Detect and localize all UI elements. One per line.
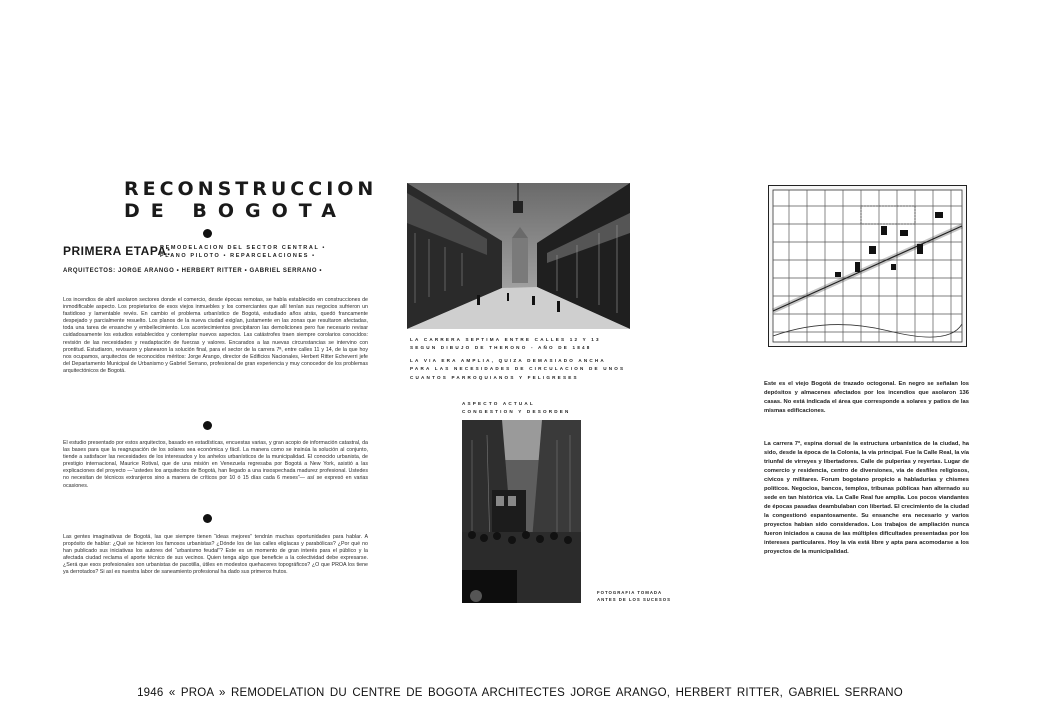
article-title-line1: RECONSTRUCCION bbox=[124, 178, 378, 200]
etapa-line1: REMODELACION DEL SECTOR CENTRAL • bbox=[160, 245, 326, 251]
bullet-separator bbox=[203, 421, 212, 430]
bullet-separator bbox=[203, 514, 212, 523]
bogota-street-map bbox=[768, 185, 967, 347]
caption-line: SEGUN DIBUJO DE THERONO - AÑO DE 1848 bbox=[410, 345, 592, 351]
footer-caption: 1946 « PROA » REMODELATION DU CENTRE DE BOGOTA ARCHITECTES JORGE ARANGO, HERBERT RITTER, GABRIEL SERRANO bbox=[137, 687, 903, 699]
architects-line: ARQUITECTOS: JORGE ARANGO • HERBERT RITTER • GABRIEL SERRANO • bbox=[63, 268, 323, 274]
paragraph-study: El estudio presentado por estos arquitectos, basado en estadísticas, encuestas varias, y gran acopio de información catastral, da las bases para que la reagrupación de los solares sea económica y fácil. La manera como se insinúa la solución al conjunto, tiende a satisfacer las necesidades de los interesados y los anhelos urbanísticos de la municipalidad. El conocido urbanista, de prestigio internacional, Maurice Rotival, que de una misión en Venezuela regresaba por Bogotá a New York, asistió a las explicaciones del proyecto —“ustedes los arquitectos de Bogotá, han llegado a una insospechada madurez profesional. Ustedes no necesitan de técnicos extranjeros sino a manera de críticos por 10 ó 15 días cada 6 meses”— así se expresó en varias ocasiones. bbox=[63, 440, 368, 489]
caption-photo-credit bbox=[597, 589, 671, 603]
etapa-line2: PLANO PILOTO • REPARCELACIONES • bbox=[160, 253, 316, 259]
map-caption: Este es el viejo Bogotá de trazado octogonal. En negro se señalan los depósitos y almacenes afectados por los incendios que asolaron 136 casas. No está indicada el área que corresponde a solares y patios de las mismas edificaciones. bbox=[764, 381, 969, 414]
caption-engraving bbox=[410, 336, 601, 353]
historic-street-engraving bbox=[407, 183, 630, 329]
caption-line: FOTOGRAFIA TOMADA bbox=[597, 590, 663, 595]
caption-line: CONGESTION Y DESORDEN bbox=[462, 409, 571, 415]
caption-line: CUANTOS PARROQUIANOS Y FELIGRESES bbox=[410, 374, 579, 380]
caption-line: LA CARRERA SEPTIMA ENTRE CALLES 12 Y 13 bbox=[410, 337, 601, 342]
paragraph-carrera-septima: La carrera 7ª, espina dorsal de la estructura urbanística de la ciudad, ha sido, desde la época de la Colonia, la vía principal. Fue la Calle Real, la vía triunfal de virreyes y libertadores. Calle de pulperías y reyertas. Lugar de comercio y residencia, centro de diversiones, vía de desfiles religiosos, cívicos y militares. Forum bogotano propicio a habladurías y chismes políticos. Negocios, bancos, templos, tribunas públicas han alternado su sede en tan histórica vía. La Calle Real fue amplia. Los pocos viandantes de épocas pasadas deambulaban con libertad. El crecimiento de la ciudad la congestionó espantosamente. Su ensanche era necesario y varios proyectos habían sido considerados. Los trabajos de ampliación nunca fueron iniciados a causa de las múltiples dificultades presentadas por los intereses particulares. Hoy la vía está libre y apta para acomodarse a los proyectos de la municipalidad. bbox=[764, 441, 969, 555]
crowded-street-photo bbox=[462, 420, 581, 603]
etapa-description bbox=[160, 244, 326, 260]
etapa-label: PRIMERA ETAPA: bbox=[63, 244, 172, 258]
caption-line: ASPECTO ACTUAL bbox=[462, 401, 535, 406]
paragraph-intro: Los incendios de abril asolaron sectores donde el comercio, desde épocas remotas, se había establecido en construcciones de inmodificable aspecto. Los propietarios de esos viejos inmuebles y los comerciantes que allí tenían sus negocios sufrieron un fastidioso y lamentable revés. En cambio el problema urbanístico de Bogotá, estudiado años atrás, quedó francamente despejado y parcialmente resuelto. Los planos de la nueva ciudad exigían, justamente en las zonas que resultaron afectadas, toda una tarea de ensanche y embellecimiento. Los acontecimientos precipitaron las demoliciones pero fue necesario revisar cuidadosamente los estudios establecidos y contemplar nuevos aspectos. Las catástrofes traen siempre corolarios conocidos: revisión de las necesidades y readaptación de fuerzas y valores. Encarados a las nuevas circunstancias se intervino con prontitud. Estudiaron, revisaron y planearon la solución final, para el sector de la carrera 7ª, entre calles 11 y 14, de la que hoy nos ocupamos, arquitectos de reconocidos méritos: Jorge Arango, director de Edificios Nacionales, Herbert Ritter Echeverri jefe del Departamento Municipal de Urbanismo y Gabriel Serrano, profesional de gran experiencia y muy conocedor de los problemas arquitectónicos de Bogotá. bbox=[63, 297, 368, 374]
caption-current-aspect bbox=[462, 400, 571, 417]
bullet-separator bbox=[203, 229, 212, 238]
caption-line: LA VIA ERA AMPLIA, QUIZA DEMASIADO ANCHA bbox=[410, 358, 606, 363]
caption-wide-road bbox=[410, 357, 625, 382]
caption-line: ANTES DE LOS SUCESOS bbox=[597, 597, 671, 602]
paragraph-critique: Las gentes imaginativas de Bogotá, las que siempre tienen “ideas mejores” tendrán muchas oportunidades para hablar. A propósito de hablar: ¿Qué se hicieron los famosos urbanistas? ¿Dónde los de las calles eligíacas y parabólicas? ¿Por qué no han publicado sus iniciativas los autores del “urbanismo feudal”? Este es un momento de gran interés para el público y la afectada ciudad reclama el aporte técnico de sus vecinos. Quien tenga algo que beneficie a la colectividad debe expresarse. ¿Será que esos profesionales son urbanistas de pacotilla, útiles en modestos quehaceres topográficos? ¿O que PROA los tiene ya derrotados? Si así es nuestra labor de saneamiento profesional ha dado sus primeros frutos. bbox=[63, 534, 368, 576]
caption-line: PARA LAS NECESIDADES DE CIRCULACION DE UNOS bbox=[410, 366, 626, 372]
article-title-line2: DE BOGOTA bbox=[124, 200, 347, 222]
